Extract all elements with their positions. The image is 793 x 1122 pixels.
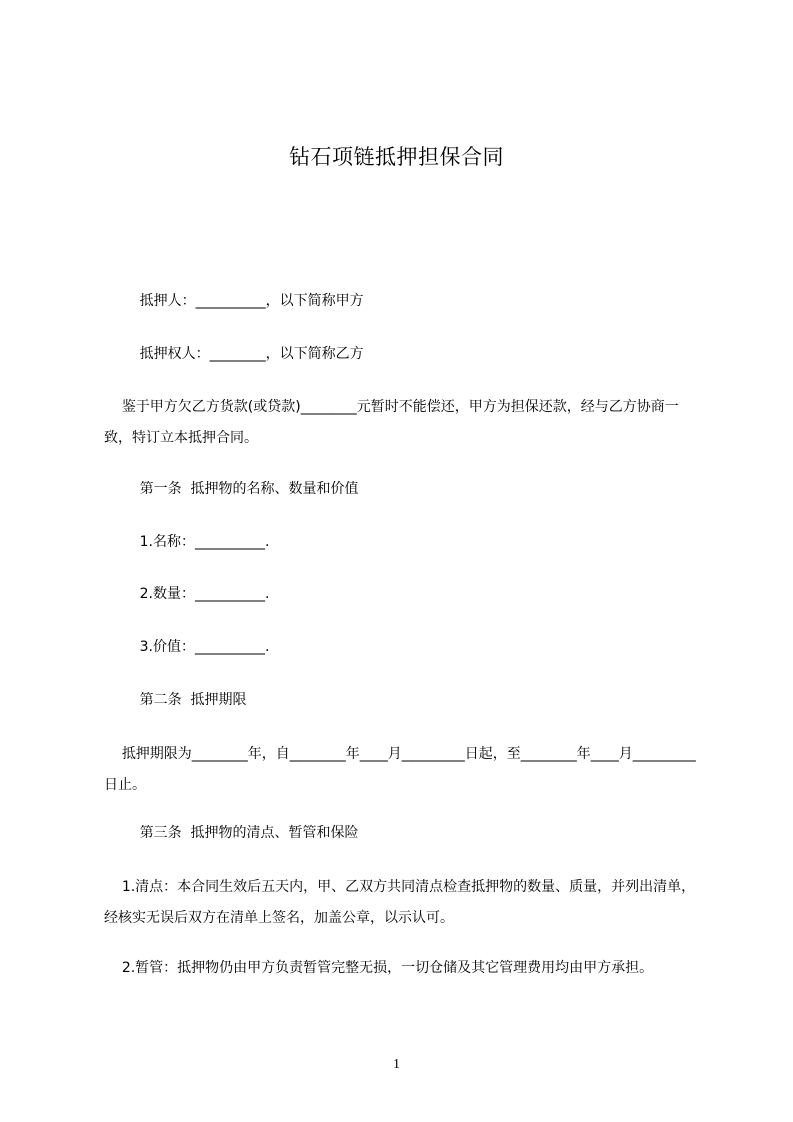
- pledgee-line: 抵押权人：________，以下简称乙方: [104, 346, 364, 362]
- article-1-heading: 第一条 抵押物的名称、数量和价值: [104, 481, 359, 497]
- item-quantity-line: 2.数量：__________.: [104, 586, 270, 602]
- pledgor-line: 抵押人：__________，以下简称甲方: [104, 293, 364, 309]
- preamble-paragraph: 鉴于甲方欠乙方货款(或贷款)________元暂时不能偿还，甲方为担保还款，经与乙方协商一致，特订立本抵押合同。: [104, 399, 679, 446]
- item-name-line: 1.名称：__________.: [104, 534, 270, 550]
- item-value-line: 3.价值：__________.: [104, 639, 270, 655]
- article-2-heading: 第二条 抵押期限: [104, 692, 247, 708]
- custody-paragraph: 2.暂管：抵押物仍由甲方负责暂管完整无损，一切仓储及其它管理费用均由甲方承担。: [104, 960, 654, 976]
- pledge-term-paragraph: 抵押期限为________年，自________年____月_________日起，至________年____月_________日止。: [104, 746, 696, 793]
- page-number: 1: [393, 1057, 400, 1072]
- article-3-heading: 第三条 抵押物的清点、暂管和保险: [104, 825, 359, 841]
- inventory-paragraph: 1.清点：本合同生效后五天内，甲、乙双方共同清点检查抵押物的数量、质量，并列出清单，经核实无误后双方在清单上签名，加盖公章，以示认可。: [104, 879, 696, 926]
- document-title: 钻石项链抵押担保合同: [289, 145, 504, 169]
